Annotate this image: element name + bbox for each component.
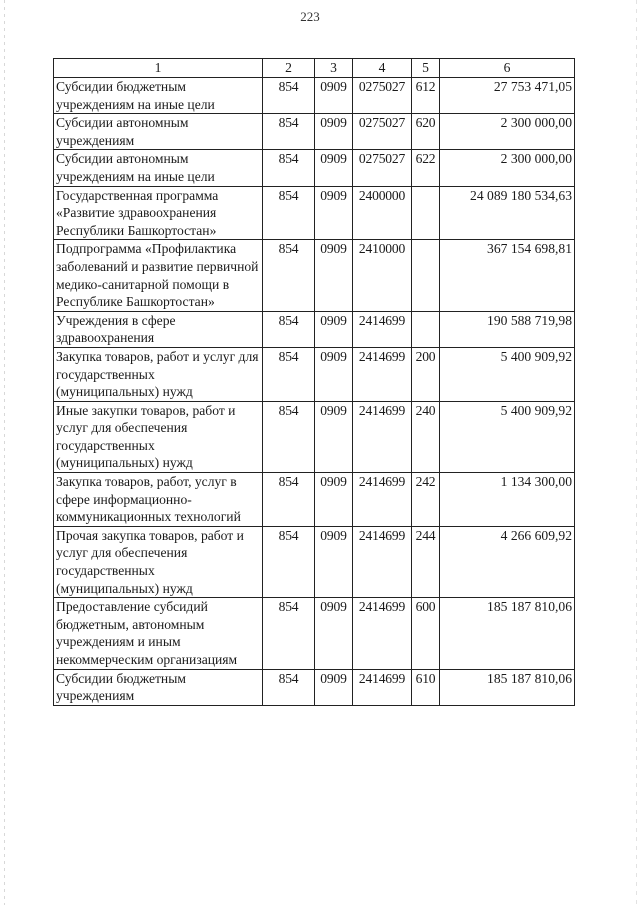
row-section-code: 0909 [315,669,353,705]
row-name: Учреждения в сфере здравоохранения [54,311,263,347]
row-target-code: 0275027 [353,78,412,114]
table-row [54,526,575,597]
table-row [54,598,575,669]
row-section-code: 0909 [315,347,353,401]
row-expense-type [412,240,440,311]
column-header-6: 6 [440,59,575,78]
row-section-code: 0909 [315,311,353,347]
row-expense-type: 620 [412,114,440,150]
row-expense-type: 610 [412,669,440,705]
table-row [54,311,575,347]
row-target-code: 2414699 [353,401,412,472]
row-name: Прочая закупка товаров, работ и услуг для обеспечения государственных (муниципальных) нужд [54,526,263,597]
row-admin-code: 854 [263,401,315,472]
row-amount: 367 154 698,81 [440,240,575,311]
row-name: Подпрограмма «Профилактика заболеваний и развитие первичной медико-санитарной помощи в Республике Башкортостан» [54,240,263,311]
row-target-code: 2414699 [353,669,412,705]
row-target-code: 2414699 [353,526,412,597]
table-row [54,473,575,527]
row-amount: 2 300 000,00 [440,114,575,150]
table-row [54,401,575,472]
row-target-code: 2414699 [353,347,412,401]
row-target-code: 2414699 [353,598,412,669]
row-name: Закупка товаров, работ, услуг в сфере информационно-коммуникационных технологий [54,473,263,527]
row-target-code: 0275027 [353,150,412,186]
row-section-code: 0909 [315,526,353,597]
row-expense-type: 622 [412,150,440,186]
row-name: Государственная программа «Развитие здравоохранения Республики Башкортостан» [54,186,263,240]
row-admin-code: 854 [263,311,315,347]
row-expense-type [412,186,440,240]
row-admin-code: 854 [263,598,315,669]
row-admin-code: 854 [263,186,315,240]
row-admin-code: 854 [263,150,315,186]
table-row [54,150,575,186]
column-header-2: 2 [263,59,315,78]
row-admin-code: 854 [263,114,315,150]
column-header-1: 1 [54,59,263,78]
row-expense-type: 244 [412,526,440,597]
row-section-code: 0909 [315,473,353,527]
row-section-code: 0909 [315,186,353,240]
column-header-4: 4 [353,59,412,78]
row-name: Иные закупки товаров, работ и услуг для обеспечения государственных (муниципальных) нужд [54,401,263,472]
row-target-code: 2414699 [353,473,412,527]
row-amount: 185 187 810,06 [440,669,575,705]
row-section-code: 0909 [315,240,353,311]
row-admin-code: 854 [263,78,315,114]
row-expense-type: 612 [412,78,440,114]
row-amount: 2 300 000,00 [440,150,575,186]
row-amount: 5 400 909,92 [440,347,575,401]
table-row [54,347,575,401]
row-amount: 5 400 909,92 [440,401,575,472]
row-expense-type: 600 [412,598,440,669]
row-name: Субсидии бюджетным учреждениям на иные цели [54,78,263,114]
row-section-code: 0909 [315,150,353,186]
row-target-code: 2400000 [353,186,412,240]
row-amount: 190 588 719,98 [440,311,575,347]
row-amount: 4 266 609,92 [440,526,575,597]
table-row [54,186,575,240]
row-expense-type: 242 [412,473,440,527]
row-section-code: 0909 [315,114,353,150]
table-row [54,240,575,311]
row-target-code: 2414699 [353,311,412,347]
row-admin-code: 854 [263,473,315,527]
row-target-code: 2410000 [353,240,412,311]
row-section-code: 0909 [315,598,353,669]
row-amount: 24 089 180 534,63 [440,186,575,240]
scan-edge-left [4,0,5,905]
row-name: Субсидии автономным учреждениям на иные цели [54,150,263,186]
table-row [54,114,575,150]
row-section-code: 0909 [315,78,353,114]
column-header-5: 5 [412,59,440,78]
budget-table [53,58,575,706]
page-number: 223 [300,9,320,24]
scan-edge-right [636,0,637,905]
row-expense-type [412,311,440,347]
row-admin-code: 854 [263,240,315,311]
row-expense-type: 240 [412,401,440,472]
row-amount: 185 187 810,06 [440,598,575,669]
row-amount: 1 134 300,00 [440,473,575,527]
row-admin-code: 854 [263,669,315,705]
row-admin-code: 854 [263,347,315,401]
row-name: Предоставление субсидий бюджетным, автономным учреждениям и иным некоммерческим организациям [54,598,263,669]
row-admin-code: 854 [263,526,315,597]
row-expense-type: 200 [412,347,440,401]
table-row [54,669,575,705]
row-name: Субсидии автономным учреждениям [54,114,263,150]
table-row [54,78,575,114]
row-target-code: 0275027 [353,114,412,150]
row-section-code: 0909 [315,401,353,472]
column-header-3: 3 [315,59,353,78]
table-header-row [54,59,575,78]
row-name: Закупка товаров, работ и услуг для государственных (муниципальных) нужд [54,347,263,401]
row-amount: 27 753 471,05 [440,78,575,114]
row-name: Субсидии бюджетным учреждениям [54,669,263,705]
